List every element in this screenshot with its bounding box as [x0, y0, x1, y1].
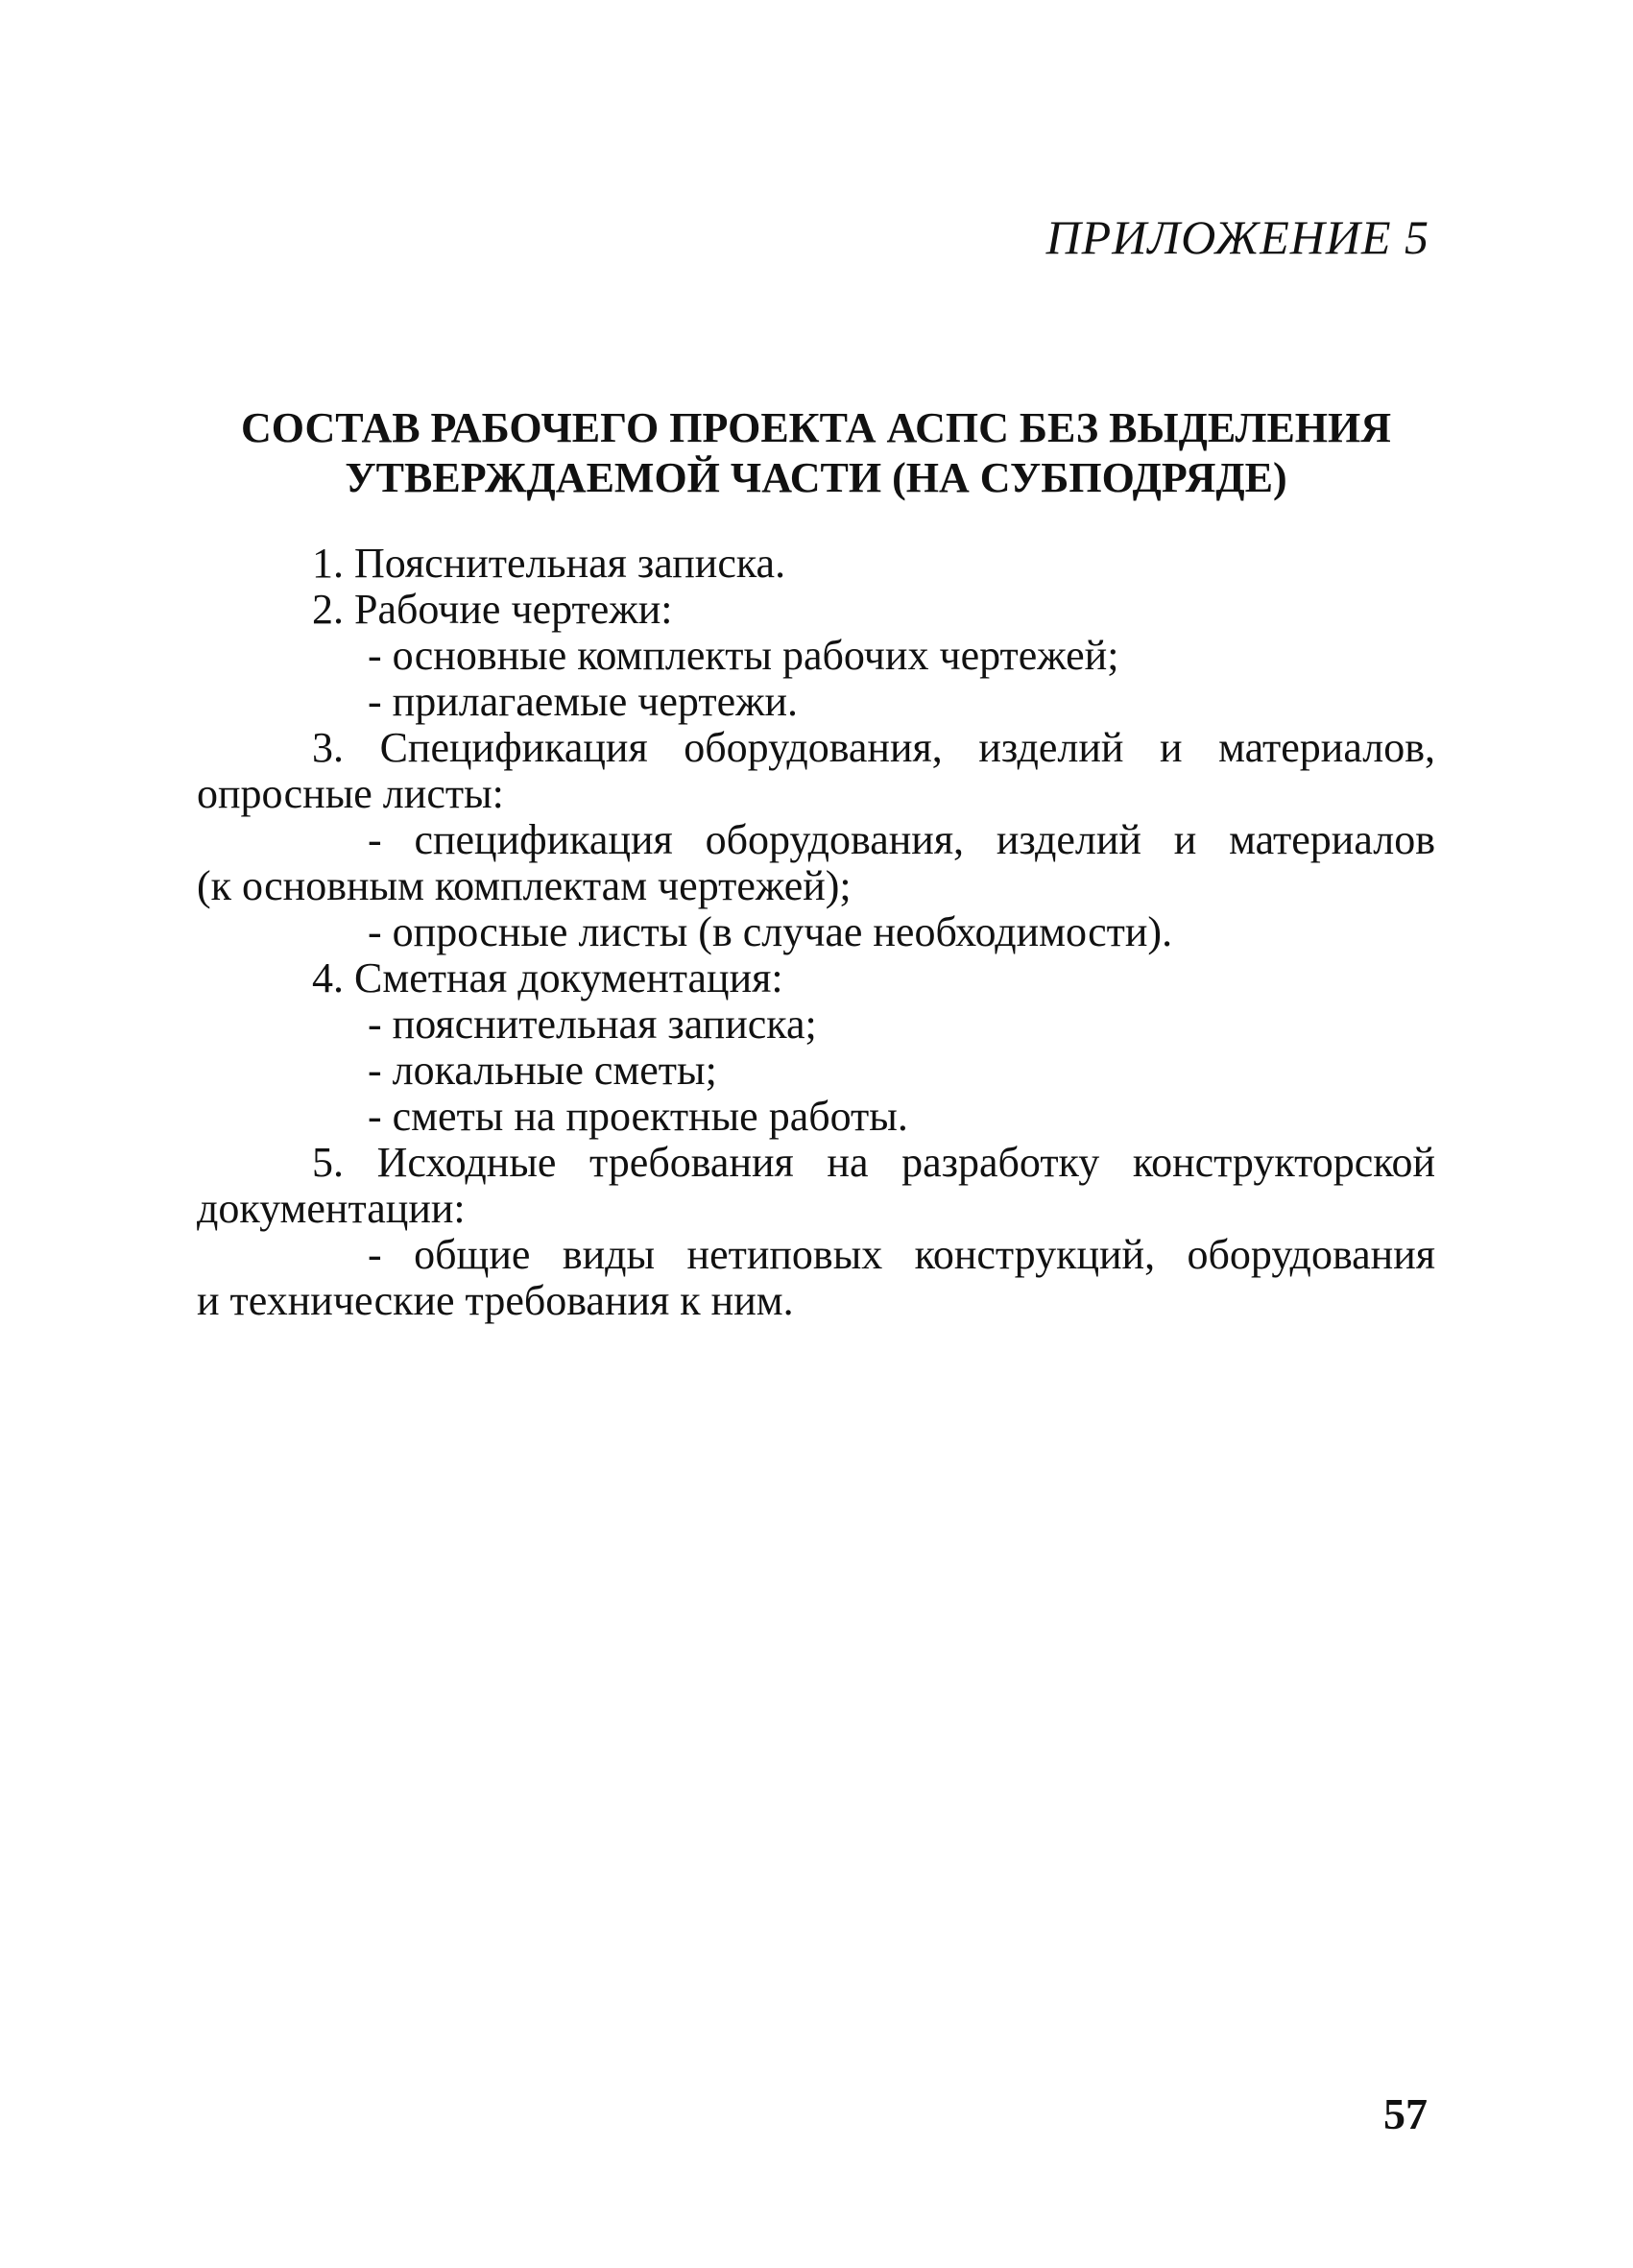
- sub-item-3-2: - опросные листы (в случае необходимости).: [368, 908, 1173, 955]
- sub-item-5-1: - общие виды нетиповых конструкций, оборудования: [368, 1231, 1435, 1278]
- sub-item-4-3: - сметы на проектные работы.: [368, 1093, 908, 1140]
- title-line-1: СОСТАВ РАБОЧЕГО ПРОЕКТА АСПС БЕЗ ВЫДЕЛЕНИЯ: [240, 404, 1392, 451]
- sub-item-2-2: - прилагаемые чертежи.: [368, 678, 799, 725]
- sub-item-5-1-continued: и технические требования к ним.: [197, 1277, 794, 1324]
- appendix-label: ПРИЛОЖЕНИЕ 5: [1045, 210, 1429, 264]
- list-item-5-continued: документации:: [197, 1185, 466, 1232]
- sub-item-4-1: - пояснительная записка;: [368, 1001, 817, 1048]
- list-item-3-continued: опросные листы:: [197, 770, 504, 817]
- list-item-4: 4. Сметная документация:: [312, 954, 783, 1001]
- sub-item-3-1-continued: (к основным комплектам чертежей);: [197, 862, 852, 909]
- document-title: [197, 403, 1435, 503]
- page-number: 57: [1383, 2089, 1428, 2138]
- list-item-2: 2. Рабочие чертежи:: [312, 586, 673, 633]
- sub-item-3-1: - спецификация оборудования, изделий и материалов: [368, 816, 1435, 863]
- list-item-3: 3. Спецификация оборудования, изделий и материалов,: [312, 724, 1435, 771]
- document-body: [197, 541, 1435, 1324]
- list-item-1: 1. Пояснительная записка.: [312, 540, 786, 587]
- title-line-2: УТВЕРЖДАЕМОЙ ЧАСТИ (НА СУБПОДРЯДЕ): [345, 454, 1287, 501]
- list-item-5: 5. Исходные требования на разработку конструкторской: [312, 1139, 1435, 1186]
- sub-item-2-1: - основные комплекты рабочих чертежей;: [368, 632, 1119, 679]
- sub-item-4-2: - локальные сметы;: [368, 1047, 717, 1094]
